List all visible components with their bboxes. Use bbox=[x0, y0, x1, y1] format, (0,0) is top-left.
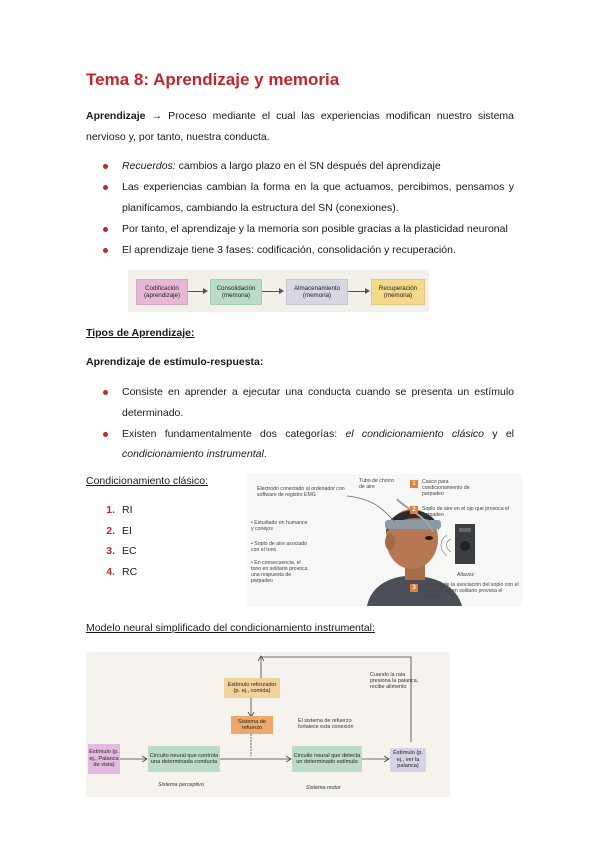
list-item: El aprendizaje tiene 3 fases: codificación, consolidación y recuperación. bbox=[86, 240, 514, 261]
electrode-label: Electrodo conectado al ordenador con software de registro EMG bbox=[257, 486, 345, 498]
step-badge-2: 2 bbox=[410, 506, 418, 514]
bullet-icon bbox=[103, 390, 108, 395]
types-heading: Tipos de Aprendizaje: bbox=[86, 327, 195, 339]
stimulus-response-list bbox=[86, 382, 514, 465]
intro-term: Aprendizaje bbox=[86, 110, 146, 122]
studied-note: • Estudiado en humanos y conejos bbox=[251, 520, 308, 532]
eyeblink-conditioning-figure bbox=[247, 474, 522, 606]
list-item: 1. RI bbox=[106, 504, 133, 516]
consequence-note: • En consecuencia, el tono en solitario provoca una respuesta de parpadeo bbox=[251, 560, 308, 584]
bullet-icon bbox=[103, 185, 108, 190]
air-puff-label: Soplo de aire en el ojo que provoca el parpadeo bbox=[422, 506, 510, 518]
stimulus-left-box: Estímulo (p. ej., Palanca de vista) bbox=[88, 744, 120, 774]
perceptive-system-label: Sistema perceptivo bbox=[158, 782, 204, 788]
bullet-icon bbox=[103, 227, 108, 232]
intro-text: Proceso mediante el cual las experiencias modifican nuestro sistema nervioso y, por tanto, nuestra conducta. bbox=[86, 110, 515, 143]
phase-encoding: Codificación (aprendizaje) bbox=[136, 279, 188, 305]
list-item: Las experiencias cambian la forma en la que actuamos, percibimos, pensamos y planificamos, cambiando la estructura del SN (conexiones). bbox=[86, 177, 514, 218]
step-badge-1: 1 bbox=[410, 480, 418, 488]
instrumental-model-heading: Modelo neural simplificado del condicionamiento instrumental: bbox=[86, 622, 375, 634]
bullet-icon bbox=[103, 164, 108, 169]
rat-note: Cuando la rata presiona la palanca, recibe alimento bbox=[370, 672, 419, 691]
classical-conditioning-list bbox=[86, 500, 137, 582]
association-label: Después de la asociación del soplo con el tono, el tono en solitario provoca el parpadeo bbox=[422, 582, 519, 600]
stimulus-response-heading: Aprendizaje de estímulo-respuesta: bbox=[86, 356, 264, 368]
puff-note: • Soplo de aire asociado con el tono bbox=[251, 541, 308, 553]
list-item: Recuerdos: cambios a largo plazo en el SN después del aprendizaje bbox=[86, 156, 514, 177]
helmet-label: Casco para condicionamiento de parpadeo bbox=[422, 479, 470, 497]
page-title: Tema 8: Aprendizaje y memoria bbox=[86, 70, 340, 89]
list-item: 3. EC bbox=[106, 545, 137, 557]
classical-conditioning-heading: Condicionamiento clásico: bbox=[86, 475, 208, 487]
arrow-icon: → bbox=[151, 110, 163, 122]
step-badge-3: 3 bbox=[410, 584, 418, 592]
reinforcement-note: El sistema de refuerzo fortalece esta conexión bbox=[298, 718, 354, 731]
list-item: Por tanto, el aprendizaje y la memoria son posible gracias a la plasticidad neuronal bbox=[86, 219, 514, 240]
list-item: 4. RC bbox=[106, 565, 138, 578]
behavior-circuit-box: Circuito neural que controla una determinada conducta bbox=[148, 746, 220, 772]
tube-label: Tubo de chorro de aire bbox=[359, 478, 394, 490]
stimulus-right-box: Estímulo (p. ej., ver la palanca) bbox=[390, 748, 426, 772]
phase-consolidation: Consolidación (memoria) bbox=[210, 279, 262, 305]
reinforcement-system-box: Sistema de refuerzo bbox=[231, 716, 273, 734]
bullet-icon bbox=[103, 248, 108, 253]
motor-system-label: Sistema motor bbox=[306, 785, 341, 791]
phase-retrieval: Recuperación (memoria) bbox=[371, 279, 425, 305]
reinforcer-box: Estímulo reforzador (p. ej., comida) bbox=[224, 678, 280, 698]
speaker-label: Altavoz bbox=[457, 572, 475, 578]
phase-storage: Almacenamiento (memoria) bbox=[286, 279, 348, 305]
list-item: Existen fundamentalmente dos categorías: el condicionamiento clásico y el condicionamiento instrumental. bbox=[86, 424, 514, 465]
intro-bullet-list bbox=[86, 156, 514, 261]
bullet-icon bbox=[103, 432, 108, 437]
instrumental-neural-model-figure bbox=[86, 652, 450, 797]
list-item: Consiste en aprender a ejecutar una conducta cuando se presenta un estímulo determinado. bbox=[86, 382, 514, 423]
intro-paragraph bbox=[86, 106, 514, 148]
list-item: 2. EI bbox=[106, 524, 132, 537]
detection-circuit-box: Circuito neural que detecta un determinado estímulo bbox=[292, 746, 362, 772]
learning-phases-diagram bbox=[128, 270, 429, 312]
